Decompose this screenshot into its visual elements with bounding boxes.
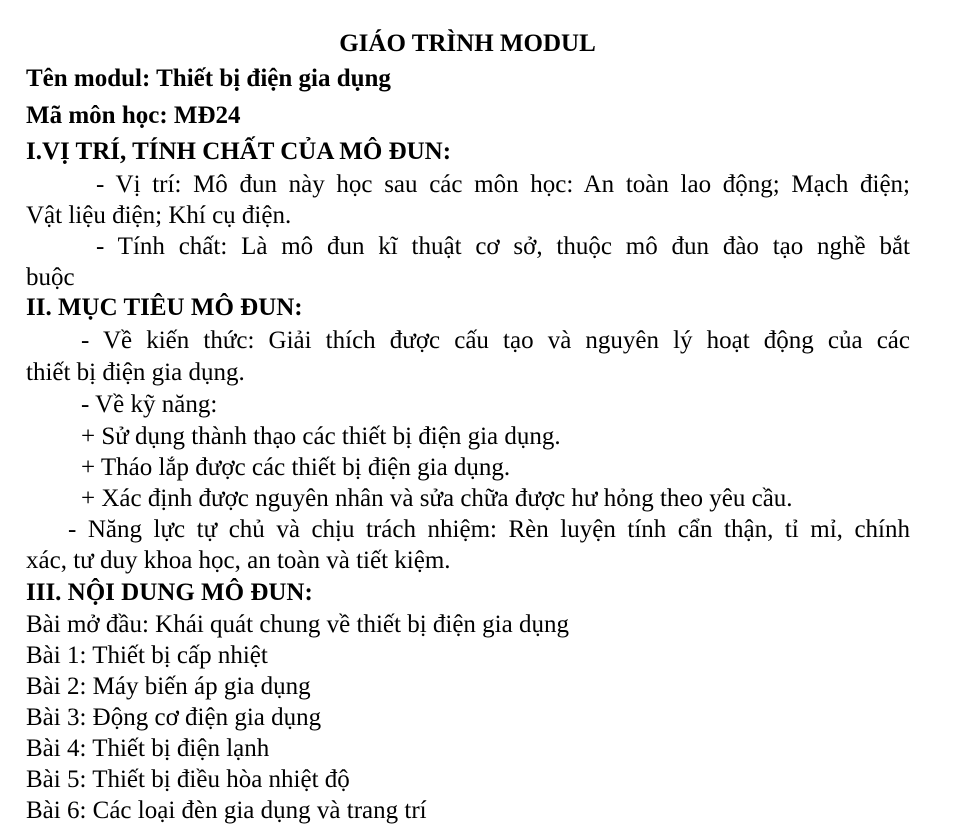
position-line-2: Vật liệu điện; Khí cụ điện. [26,202,292,229]
skill-item: + Xác định được nguyên nhân và sửa chữa được hư hỏng theo yêu cầu. [81,485,793,512]
nature-line-1: - Tính chất: Là mô đun kĩ thuật cơ sở, thuộc mô đun đào tạo nghề bắt [96,233,910,260]
autonomy-line-2: xác, tư duy khoa học, an toàn và tiết kiệm. [26,547,451,574]
lesson-item: Bài 6: Các loại đèn gia dụng và trang trí [26,797,427,824]
skill-item: + Tháo lắp được các thiết bị điện gia dụng. [81,454,511,481]
section-1-heading: I.VỊ TRÍ, TÍNH CHẤT CỦA MÔ ĐUN: [26,138,452,165]
knowledge-line-1: - Về kiến thức: Giải thích được cấu tạo và nguyên lý hoạt động của các [81,327,910,354]
section-2-heading: II. MỤC TIÊU MÔ ĐUN: [26,294,303,321]
lesson-item: Bài 3: Động cơ điện gia dụng [26,704,322,731]
position-line-1: - Vị trí: Mô đun này học sau các môn học: An toàn lao động; Mạch điện; [96,171,910,198]
nature-line-2: buộc [26,264,75,291]
module-name: Tên modul: Thiết bị điện gia dụng [26,65,391,92]
module-code: Mã môn học: MĐ24 [26,102,241,129]
lesson-item: Bài 5: Thiết bị điều hòa nhiệt độ [26,766,350,793]
skills-heading: - Về kỹ năng: [81,391,218,418]
lesson-item: Bài mở đầu: Khái quát chung về thiết bị điện gia dụng [26,611,569,638]
lesson-item: Bài 2: Máy biến áp gia dụng [26,673,311,700]
knowledge-line-2: thiết bị điện gia dụng. [26,359,245,386]
section-3-heading: III. NỘI DUNG MÔ ĐUN: [26,579,313,606]
document-title: GIÁO TRÌNH MODUL [339,30,596,57]
autonomy-line-1: - Năng lực tự chủ và chịu trách nhiệm: Rèn luyện tính cẩn thận, tỉ mỉ, chính [68,516,910,543]
lesson-item: Bài 1: Thiết bị cấp nhiệt [26,642,268,669]
skill-item: + Sử dụng thành thạo các thiết bị điện gia dụng. [81,423,561,450]
lesson-item: Bài 4: Thiết bị điện lạnh [26,735,270,762]
